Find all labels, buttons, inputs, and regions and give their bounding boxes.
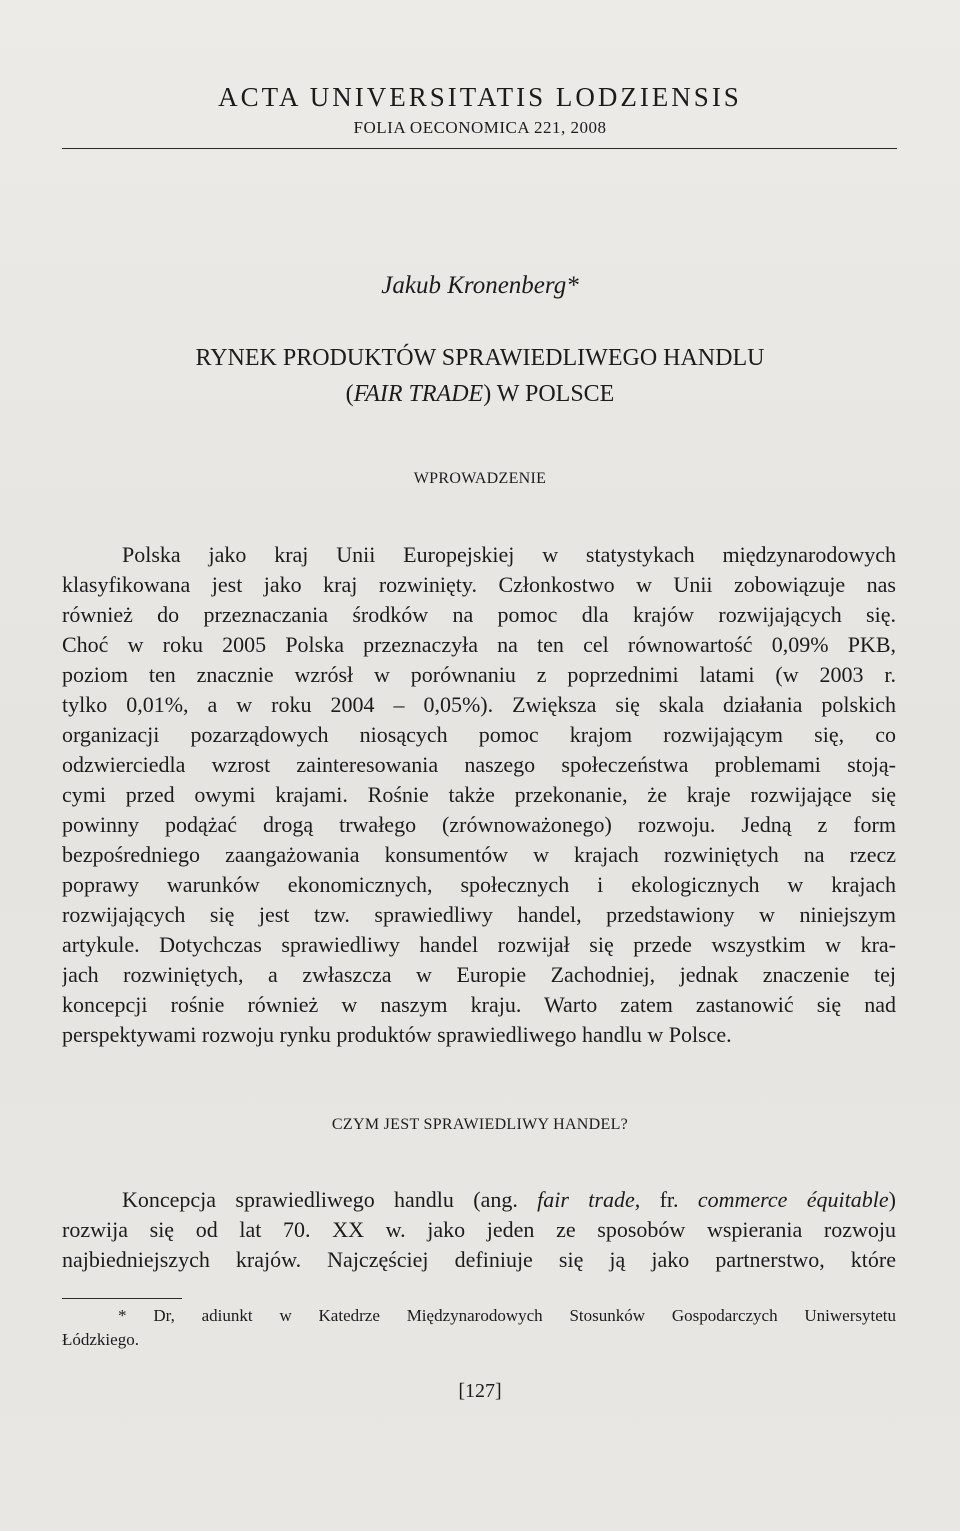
text-run: Koncepcja sprawiedliwego handlu (ang.: [122, 1187, 538, 1212]
text-run-italic: commerce équitable: [697, 1187, 889, 1212]
journal-issue: FOLIA OECONOMICA 221, 2008: [353, 118, 607, 137]
paragraph-line: [62, 1185, 896, 1215]
text-run: , fr.: [634, 1187, 698, 1212]
paragraph-line: poprawy warunków ekonomicznych, społecznych i ekologicznych w krajach: [62, 872, 896, 897]
paragraph-line: rozwija się od lat 70. XX w. jako jeden ze sposobów wspierania rozwoju: [62, 1217, 896, 1242]
page-number: [127]: [458, 1380, 502, 1402]
czym-paragraph: [62, 1185, 896, 1275]
text-run-italic: fair trade: [537, 1187, 635, 1212]
title-line-2: [0, 376, 960, 412]
paragraph-line: odzwierciedla wzrost zainteresowania naszego społeczeństwa problemami stoją-: [62, 752, 896, 777]
paragraph-line: najbiedniejszych krajów. Najczęściej definiuje się ją jako partnerstwo, które: [62, 1247, 896, 1272]
paragraph-line: jach rozwiniętych, a zwłaszcza w Europie Zachodniej, jednak znaczenie tej: [62, 962, 896, 987]
paragraph-line: poziom ten znacznie wzrósł w porównaniu z poprzednimi latami (w 2003 r.: [62, 662, 896, 687]
section-heading-intro: WPROWADZENIE: [413, 470, 547, 487]
author-name: Jakub Kronenberg*: [381, 272, 579, 299]
footnote: [62, 1304, 896, 1352]
paragraph-line: tylko 0,01%, a w roku 2004 – 0,05%). Zwiększa się skala działania polskich: [62, 692, 896, 717]
title-line-2-rest: ) W POLSCE: [483, 381, 615, 407]
paragraph-line: rozwijających się jest tzw. sprawiedliwy handel, przedstawiony w niniejszym: [62, 902, 896, 927]
footnote-line: * Dr, adiunkt w Katedrze Międzynarodowych Stosunków Gospodarczych Uniwersytetu: [118, 1306, 896, 1325]
paragraph-line: perspektywami rozwoju rynku produktów sprawiedliwego handlu w Polsce.: [62, 1022, 732, 1047]
footnote-line: Łódzkiego.: [62, 1330, 139, 1349]
paragraph-line: koncepcji rośnie również w naszym kraju. Warto zatem zastanowić się nad: [62, 992, 896, 1017]
title-line-1: RYNEK PRODUKTÓW SPRAWIEDLIWEGO HANDLU: [195, 345, 765, 371]
paragraph-line: organizacji pozarządowych niosących pomoc krajom rozwijającym się, co: [62, 722, 896, 747]
paragraph-line: bezpośredniego zaangażowania konsumentów w krajach rozwiniętych na rzecz: [62, 842, 896, 867]
paragraph-line: artykule. Dotychczas sprawiedliwy handel rozwijał się przede wszystkim w kra-: [62, 932, 896, 957]
paragraph-line: również do przeznaczania środków na pomoc dla krajów rozwijających się.: [62, 602, 896, 627]
paragraph-line: klasyfikowana jest jako kraj rozwinięty. Członkostwo w Unii zobowiązuje nas: [62, 572, 896, 597]
paragraph-line: powinny podążać drogą trwałego (zrównoważonego) rozwoju. Jedną z form: [62, 812, 896, 837]
article-title: [0, 340, 960, 412]
footnote-rule: [62, 1298, 182, 1299]
title-paren-open: (: [345, 381, 354, 407]
paragraph-line: Choć w roku 2005 Polska przeznaczyła na ten cel równowartość 0,09% PKB,: [62, 632, 896, 657]
title-fair-trade: FAIR TRADE: [353, 381, 484, 407]
intro-paragraph: [62, 540, 896, 1050]
section-heading-czym: CZYM JEST SPRAWIEDLIWY HANDEL?: [331, 1116, 629, 1133]
paragraph-line: Polska jako kraj Unii Europejskiej w statystykach międzynarodowych: [122, 542, 896, 567]
header-rule: [62, 148, 897, 149]
text-run: ): [888, 1187, 896, 1212]
paragraph-line: cymi przed owymi krajami. Rośnie także przekonanie, że kraje rozwijające się: [62, 782, 896, 807]
journal-name: ACTA UNIVERSITATIS LODZIENSIS: [218, 82, 742, 112]
